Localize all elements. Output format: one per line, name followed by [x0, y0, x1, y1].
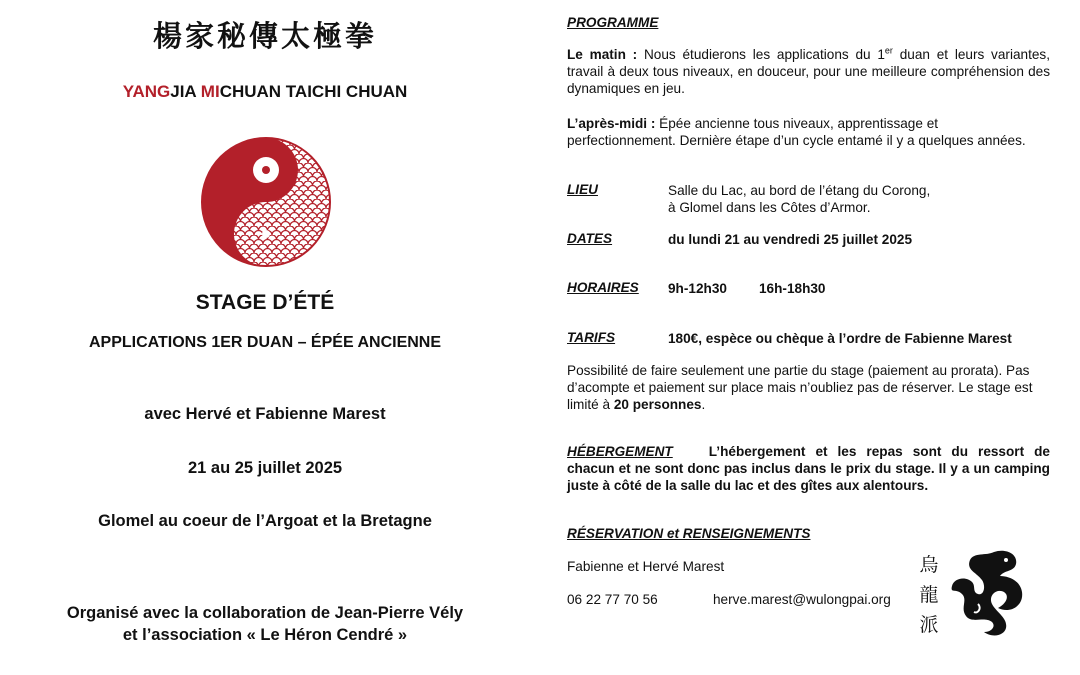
programme-header: PROGRAMME: [567, 15, 659, 30]
horaires-label: HORAIRES: [567, 280, 639, 295]
romanized-part-mi: MI: [200, 82, 220, 101]
hebergement-text: L’hébergement et les repas sont du ressort de chacun et ne sont donc pas inclus dans le prix du stage. Il y a un camping juste à côté de la salle du lac et des gîtes aux alentours.: [567, 444, 1050, 493]
reservation-header: RÉSERVATION et RENSEIGNEMENTS: [567, 526, 811, 541]
lieu-label: LIEU: [567, 182, 598, 197]
possibilite-end: .: [701, 397, 706, 412]
contact-phone: 06 22 77 70 56: [567, 592, 658, 607]
tarifs-value: 180€, espèce ou chèque à l’ordre de Fabienne Marest: [668, 331, 1012, 346]
contact-email[interactable]: herve.marest@wulongpai.org: [713, 592, 891, 607]
hebergement-label: HÉBERGEMENT: [567, 444, 673, 459]
stage-title: STAGE D’ÉTÉ: [195, 291, 335, 314]
apres-midi-text: Épée ancienne tous niveaux, apprentissage et perfectionnement. Dernière étape d’un cycle entamé il y a quelques années.: [567, 116, 1026, 148]
apres-midi-label: L’après-midi :: [567, 116, 656, 131]
dates-line: 21 au 25 juillet 2025: [187, 459, 343, 477]
romanized-title: [0, 82, 530, 102]
romanized-part-yang: YANG: [122, 82, 171, 101]
dragon-icon: [948, 546, 1032, 638]
lieu-line-1: Salle du Lac, au bord de l’étang du Corong,: [668, 183, 931, 198]
horaires-morning: 9h-12h30: [668, 281, 727, 296]
yin-yang-icon: [200, 136, 332, 268]
dates-label: DATES: [567, 231, 613, 246]
wulongpai-logo: [912, 546, 1032, 646]
romanized-part-jia: JIA: [170, 82, 201, 101]
applications-subtitle: APPLICATIONS 1ER DUAN – ÉPÉE ANCIENNE: [88, 334, 442, 351]
organised-line-2: et l’association « Le Héron Cendré »: [122, 626, 408, 644]
romanized-part-chuan: CHUAN TAICHI CHUAN: [219, 82, 408, 101]
place-line: Glomel au coeur de l’Argoat et la Bretagne: [98, 512, 432, 530]
logo-char-2: 龍: [919, 584, 939, 606]
contact-names: Fabienne et Hervé Marest: [567, 559, 725, 574]
hebergement-paragraph: [567, 443, 1050, 494]
programme-matin: [567, 46, 1050, 97]
chinese-title: 楊家秘傳太極拳: [152, 19, 377, 53]
possibilite-text: Possibilité de faire seulement une partie du stage (paiement au prorata). Pas d’acompte et paiement sur place mais n’oubliez pas de réserver. Le stage est limité à: [567, 363, 1033, 412]
matin-label: Le matin :: [567, 47, 638, 62]
programme-apres-midi: [567, 115, 1050, 149]
possibilite-bold: 20 personnes: [613, 397, 702, 412]
organised-line-1: Organisé avec la collaboration de Jean-Pierre Vély: [66, 604, 464, 622]
horaires-afternoon: 16h-18h30: [759, 281, 826, 296]
possibilite-paragraph: [567, 362, 1037, 413]
teachers-line: avec Hervé et Fabienne Marest: [144, 405, 386, 423]
logo-characters: [918, 550, 940, 640]
logo-char-3: 派: [919, 614, 939, 636]
tarifs-label: TARIFS: [567, 330, 616, 345]
matin-text-continued: duan et leurs variantes, travail à deux tous niveaux, en douceur, pour une meilleure compréhension des dynamiques en jeu.: [567, 47, 1050, 96]
matin-text: Nous étudierons les applications du 1: [637, 47, 885, 62]
dates-value: du lundi 21 au vendredi 25 juillet 2025: [668, 232, 913, 247]
lieu-line-2: à Glomel dans les Côtes d’Armor.: [668, 200, 871, 215]
left-panel: [0, 0, 530, 675]
matin-superscript: er: [884, 45, 893, 56]
logo-char-1: 烏: [919, 554, 939, 576]
